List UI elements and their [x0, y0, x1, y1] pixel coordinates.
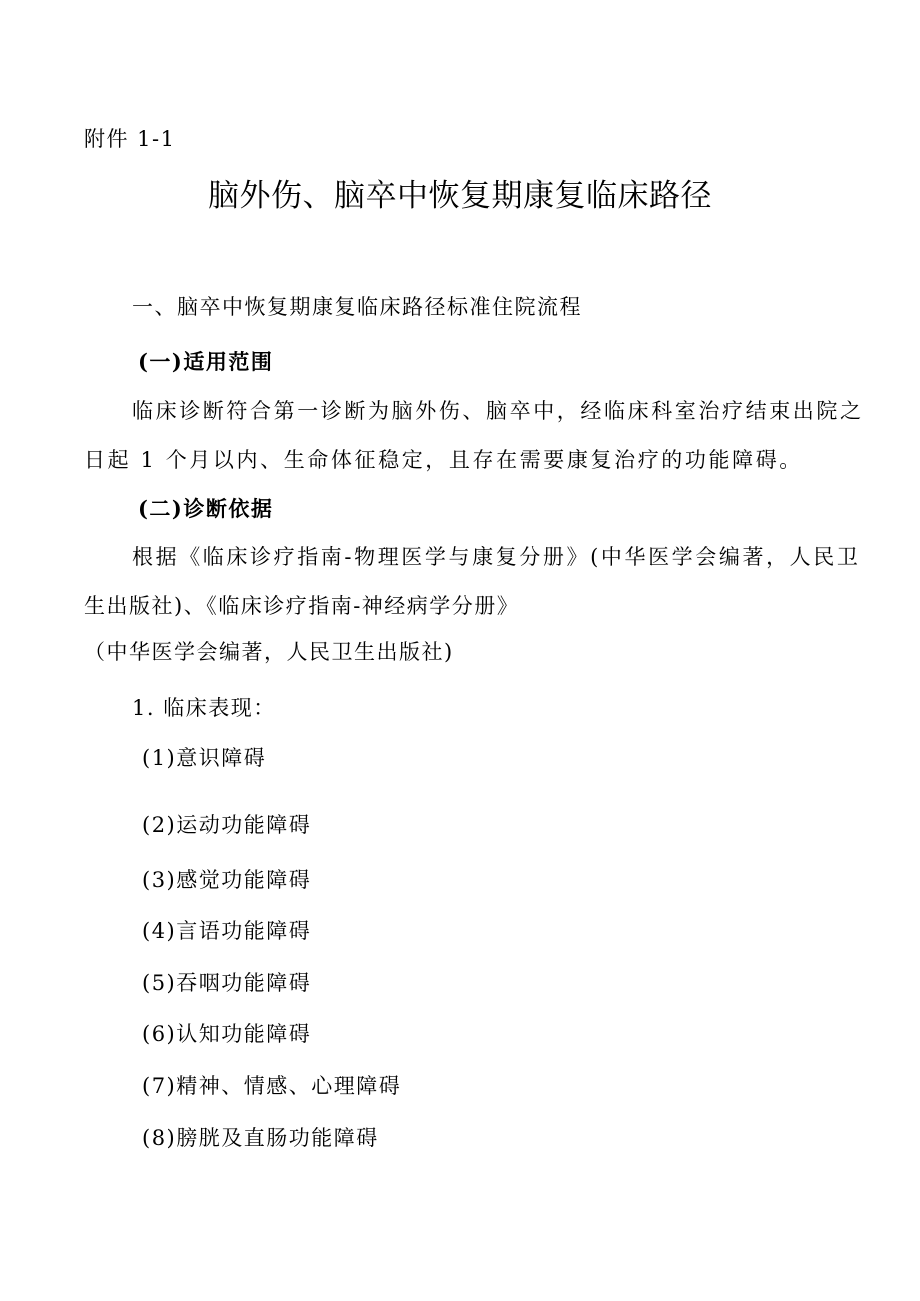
scope-heading: (一)适用范围: [138, 349, 274, 374]
list-item: (7)精神、情感、心理障碍: [142, 1074, 402, 1098]
section-heading: 一、脑卒中恢复期康复临床路径标准住院流程: [132, 295, 582, 319]
document-title: 脑外伤、脑卒中恢复期康复临床路径: [208, 178, 712, 214]
list-item: (1)意识障碍: [142, 746, 267, 770]
list-item: (8)膀胱及直肠功能障碍: [142, 1126, 379, 1150]
list-item: (6)认知功能障碍: [142, 1022, 312, 1046]
list-item: (3)感觉功能障碍: [142, 868, 312, 892]
attachment-label: 附件 1-1: [84, 127, 176, 151]
diagnosis-paragraph-line-2: 生出版社)、《临床诊疗指南-神经病学分册》: [84, 594, 520, 618]
list-item: (2)运动功能障碍: [142, 813, 312, 837]
list-item: (5)吞咽功能障碍: [142, 971, 312, 995]
list-item: (4)言语功能障碍: [142, 919, 312, 943]
diagnosis-paragraph-line-1: 根据《临床诊疗指南-物理医学与康复分册》(中华医学会编著，人民卫: [132, 545, 861, 569]
scope-paragraph-line-1: 临床诊断符合第一诊断为脑外伤、脑卒中，经临床科室治疗结束出院之: [132, 399, 864, 423]
diagnosis-heading: (二)诊断依据: [138, 496, 274, 521]
clinical-heading: 1. 临床表现：: [132, 696, 276, 720]
scope-paragraph-line-2: 日起 1 个月以内、生命体征稳定，且存在需要康复治疗的功能障碍。: [84, 448, 803, 472]
diagnosis-paragraph-line-3: （中华医学会编著，人民卫生出版社): [84, 640, 454, 664]
